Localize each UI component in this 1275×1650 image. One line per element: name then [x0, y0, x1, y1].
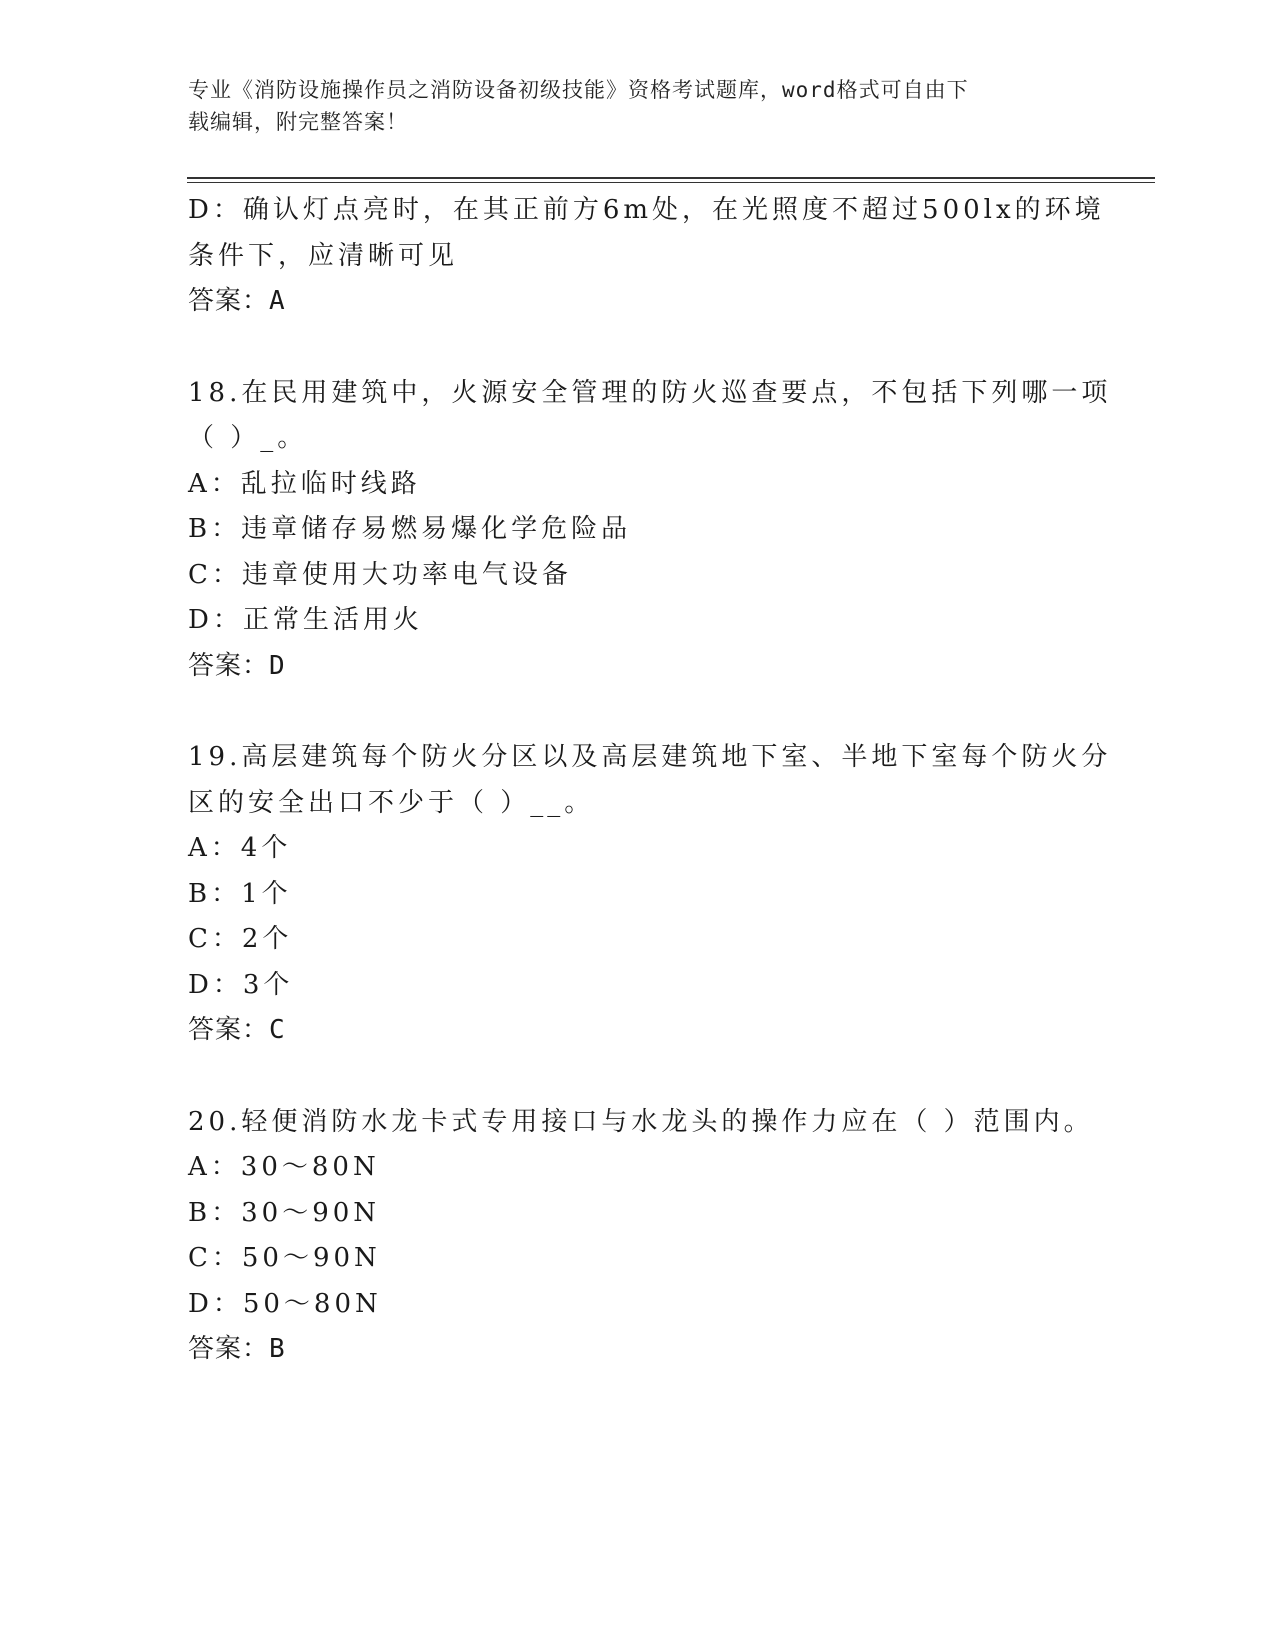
question-stem-continued: 区的安全出口不少于（ ）__。: [188, 787, 595, 818]
question-stem-continued: （ ）_。: [188, 423, 308, 453]
question-stem: 20.轻便消防水龙卡式专用接口与水龙头的操作力应在（ ）范围内。: [188, 1106, 1094, 1137]
question-17: [188, 188, 1105, 325]
spacer: [188, 689, 1088, 735]
option-d: D：正常生活用火: [188, 605, 423, 635]
document-header: [188, 74, 1068, 138]
question-20: [188, 1100, 1094, 1373]
option-c: C：50～90N: [188, 1243, 381, 1273]
spacer: [188, 325, 1088, 371]
answer: 答案：D: [188, 650, 286, 681]
header-rule-thin: [187, 182, 1155, 183]
answer: 答案：C: [188, 1015, 286, 1045]
question-stem: 19.高层建筑每个防火分区以及高层建筑地下室、半地下室每个防火分: [188, 742, 1112, 772]
answer: 答案：A: [188, 286, 286, 316]
option-c: C：违章使用大功率电气设备: [188, 559, 572, 590]
option-d: D：确认灯点亮时，在其正前方6m处，在光照度不超过500lx的环境: [188, 195, 1105, 225]
option-a: A：4个: [188, 833, 292, 863]
spacer: [188, 1054, 1088, 1100]
option-d: D：3个: [188, 969, 294, 1000]
option-a: A：乱拉临时线路: [188, 468, 421, 499]
option-d-continued: 条件下，应清晰可见: [188, 240, 459, 271]
option-b: B：30～90N: [188, 1197, 381, 1228]
question-list: [188, 188, 1112, 1373]
answer: 答案：B: [188, 1334, 286, 1364]
option-b: B：违章储存易燃易爆化学危险品: [188, 514, 632, 544]
header-rule-thick: [187, 177, 1155, 179]
option-b: B：1个: [188, 878, 292, 909]
question-stem: 18.在民用建筑中，火源安全管理的防火巡查要点，不包括下列哪一项: [188, 377, 1112, 408]
header-line-1: 专业《消防设施操作员之消防设备初级技能》资格考试题库，word格式可自由下: [188, 78, 969, 102]
option-a: A：30～80N: [188, 1152, 380, 1182]
question-18: [188, 371, 1112, 690]
option-d: D：50～80N: [188, 1288, 382, 1319]
question-19: [188, 735, 1112, 1054]
option-c: C：2个: [188, 924, 293, 954]
header-line-2: 载编辑，附完整答案！: [188, 110, 408, 134]
